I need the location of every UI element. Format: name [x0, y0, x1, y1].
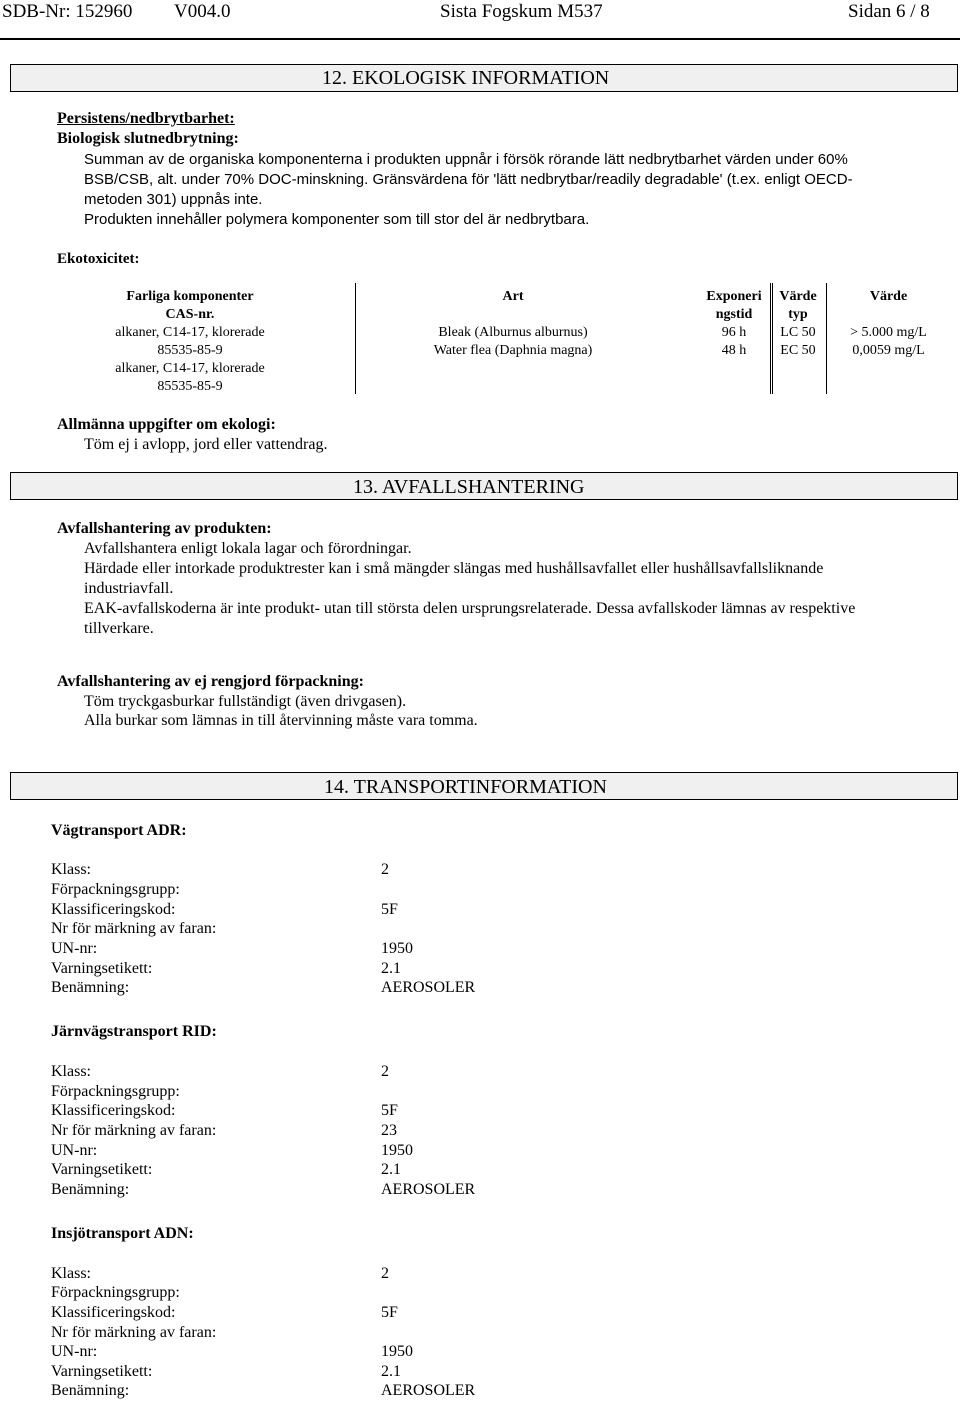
rid-fpg-label: Förpackningsgrupp:: [51, 1083, 180, 1100]
biodeg-line: BSB/CSB, alt. under 70% DOC-minskning. Gränsvärdena för 'lätt nedbrytbar/readily degradable' (t.ex. enligt OECD-: [84, 171, 853, 188]
waste-product-line: Avfallshantera enligt lokala lagar och förordningar.: [84, 540, 412, 557]
section-12-title: 12. EKOLOGISK INFORMATION: [322, 67, 610, 89]
adn-klass-label: Klass:: [51, 1265, 91, 1282]
exposure-cell: 96 h: [721, 325, 747, 340]
species-cell: Water flea (Daphnia magna): [433, 343, 593, 358]
section-14-banner: [10, 772, 958, 800]
rid-un-value: 1950: [381, 1142, 413, 1159]
value-type-cell: EC 50: [780, 343, 816, 358]
waste-packaging-line: Alla burkar som lämnas in till återvinning måste vara tomma.: [84, 712, 478, 729]
rid-etikett-value: 2.1: [381, 1161, 401, 1178]
species-cell: Bleak (Alburnus alburnus): [438, 325, 588, 340]
adn-heading: Insjötransport ADN:: [51, 1225, 194, 1242]
ecotoxicity-heading: Ekotoxicitet:: [57, 251, 140, 267]
rid-benamning-label: Benämning:: [51, 1181, 130, 1198]
adr-kod-value: 5F: [381, 901, 398, 918]
waste-packaging-heading: Avfallshantering av ej rengjord förpackning:: [57, 673, 364, 690]
component-cas: 85535-85-9: [157, 379, 223, 394]
sdb-number: SDB-Nr: 152960: [2, 1, 133, 22]
adn-kod-label: Klassificeringskod:: [51, 1304, 176, 1321]
section-14-title: 14. TRANSPORTINFORMATION: [324, 776, 607, 798]
col-value: [826, 283, 951, 394]
rid-heading: Järnvägstransport RID:: [51, 1023, 217, 1040]
adr-kod-label: Klassificeringskod:: [51, 901, 176, 918]
waste-product-line: tillverkare.: [84, 620, 154, 637]
header-exposure-cont: ngstid: [715, 307, 753, 322]
adn-klass-value: 2: [381, 1265, 389, 1282]
rid-kod-label: Klassificeringskod:: [51, 1102, 176, 1119]
header-value-type: Värde: [779, 289, 817, 304]
adn-benamning-value: AEROSOLER: [381, 1382, 476, 1399]
section-13-banner: [10, 472, 958, 500]
value-cell: 0,0059 mg/L: [852, 343, 925, 358]
adr-klass-value: 2: [381, 861, 389, 878]
rid-fara-label: Nr för märkning av faran:: [51, 1122, 217, 1139]
general-ecology-heading: Allmänna uppgifter om ekologi:: [57, 416, 276, 433]
version: V004.0: [174, 1, 231, 22]
value-cell: > 5.000 mg/L: [850, 325, 927, 340]
biodeg-line: Produkten innehåller polymera komponenter som till stor del är nedbrytbara.: [84, 211, 590, 228]
general-ecology-text: Töm ej i avlopp, jord eller vattendrag.: [84, 436, 328, 453]
adn-un-value: 1950: [381, 1343, 413, 1360]
adr-fara-label: Nr för märkning av faran:: [51, 920, 217, 937]
header-rule: [0, 38, 960, 40]
waste-product-line: EAK-avfallskoderna är inte produkt- utan till största delen ursprungsrelaterade. Dessa avfallskoder lämnas av respektive: [84, 600, 856, 617]
adr-benamning-value: AEROSOLER: [381, 979, 476, 996]
page-header: [0, 0, 960, 40]
product-name: Sista Fogskum M537: [440, 1, 603, 22]
component-cas: 85535-85-9: [157, 343, 223, 358]
adr-etikett-label: Varningsetikett:: [51, 960, 153, 977]
header-exposure: Exponeri: [706, 289, 762, 304]
adn-fara-label: Nr för märkning av faran:: [51, 1324, 217, 1341]
component-name: alkaner, C14-17, klorerade: [115, 361, 265, 376]
waste-product-line: industriavfall.: [84, 580, 174, 597]
rid-fara-value: 23: [381, 1122, 397, 1139]
waste-product-line: Härdade eller intorkade produktrester kan i små mängder slängas med hushållsavfallet eller hushållsavfallsliknande: [84, 560, 824, 577]
biodegradation-heading: Biologisk slutnedbrytning:: [57, 130, 239, 147]
header-value: Värde: [869, 289, 908, 304]
header-species: Art: [502, 289, 524, 304]
rid-klass-value: 2: [381, 1063, 389, 1080]
page-number: Sidan 6 / 8: [848, 1, 930, 22]
adr-fpg-label: Förpackningsgrupp:: [51, 881, 180, 898]
adr-un-label: UN-nr:: [51, 940, 98, 957]
adr-un-value: 1950: [381, 940, 413, 957]
header-value-type-cont: typ: [788, 307, 808, 322]
waste-packaging-line: Töm tryckgasburkar fullständigt (även drivgasen).: [84, 693, 407, 710]
section-13-title: 13. AVFALLSHANTERING: [353, 476, 585, 498]
component-name: alkaner, C14-17, klorerade: [115, 325, 265, 340]
rid-klass-label: Klass:: [51, 1063, 91, 1080]
persistence-heading: Persistens/nedbrytbarhet:: [57, 110, 235, 127]
rid-kod-value: 5F: [381, 1102, 398, 1119]
exposure-cell: 48 h: [721, 343, 747, 358]
col-value-type: [772, 283, 827, 394]
adn-benamning-label: Benämning:: [51, 1382, 130, 1399]
header-cas: CAS-nr.: [165, 307, 215, 322]
adn-etikett-label: Varningsetikett:: [51, 1363, 153, 1380]
biodeg-line: Summan av de organiska komponenterna i produkten uppnår i försök rörande lätt nedbrytbarhet värden under 60%: [84, 151, 848, 168]
ecotoxicity-table: [80, 283, 951, 394]
adr-heading: Vägtransport ADR:: [51, 822, 187, 839]
adn-un-label: UN-nr:: [51, 1343, 98, 1360]
rid-etikett-label: Varningsetikett:: [51, 1161, 153, 1178]
col-exposure: [695, 283, 773, 394]
biodeg-line: metoden 301) uppnås inte.: [84, 191, 263, 208]
waste-product-heading: Avfallshantering av produkten:: [57, 520, 272, 537]
header-components: Farliga komponenter: [126, 289, 254, 304]
value-type-cell: LC 50: [780, 325, 816, 340]
rid-un-label: UN-nr:: [51, 1142, 98, 1159]
col-components: [80, 283, 356, 394]
adn-etikett-value: 2.1: [381, 1363, 401, 1380]
adr-klass-label: Klass:: [51, 861, 91, 878]
adn-kod-value: 5F: [381, 1304, 398, 1321]
adr-etikett-value: 2.1: [381, 960, 401, 977]
adr-benamning-label: Benämning:: [51, 979, 130, 996]
section-12-banner: [10, 64, 958, 92]
adn-fpg-label: Förpackningsgrupp:: [51, 1284, 180, 1301]
rid-benamning-value: AEROSOLER: [381, 1181, 476, 1198]
